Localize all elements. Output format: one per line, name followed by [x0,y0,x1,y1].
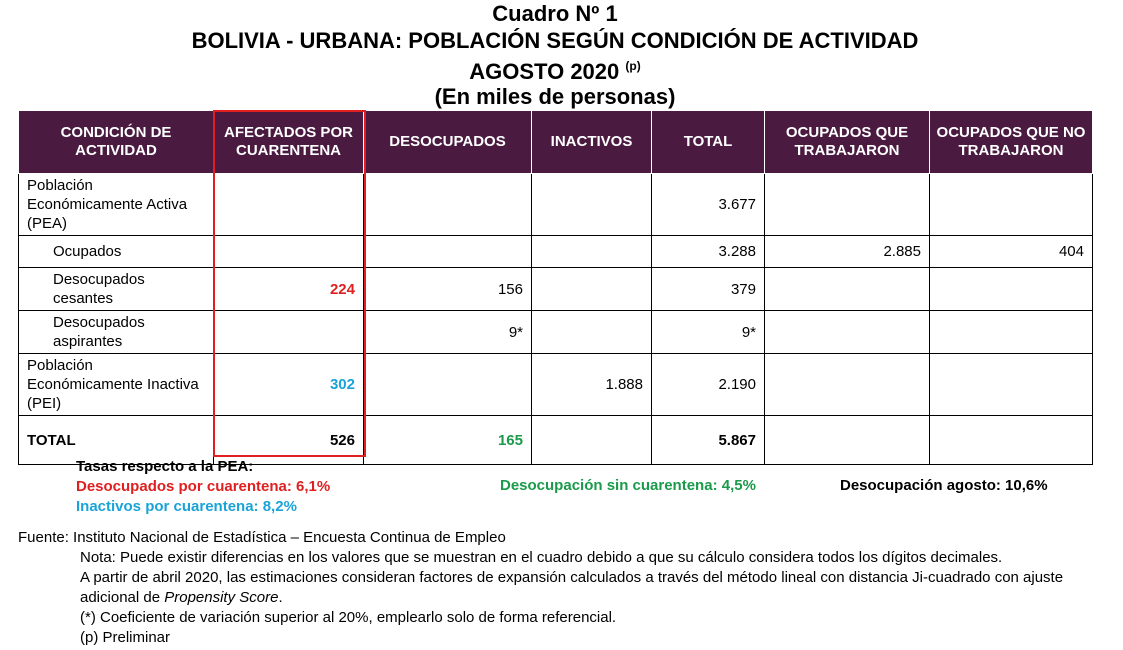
rate-desocupados-cuarentena: Desocupados por cuarentena: 6,1% [76,478,331,495]
cell-total: 3.677 [652,174,765,236]
cell-afectados [214,174,364,236]
header-inactivos: INACTIVOS [532,111,652,174]
cell-ocupados-trabajaron [765,354,930,416]
rate-inactivos-cuarentena: Inactivos por cuarentena: 8,2% [76,498,297,515]
cell-ocupados-no-trabajaron: 404 [930,236,1093,268]
header-condicion: CONDICIÓN DE ACTIVIDAD [19,111,214,174]
cell-ocupados-no-trabajaron [930,416,1093,465]
note-variation: (*) Coeficiente de variación superior al 20%, emplearlo solo de forma referencial. [80,609,617,626]
note-preliminary: (p) Preliminar [80,629,171,646]
cell-total: 9* [652,311,765,354]
header-ocupados-no-trabajaron: OCUPADOS QUE NO TRABAJARON [930,111,1093,174]
rates-heading: Tasas respecto a la PEA: [76,458,254,475]
cell-inactivos: 1.888 [532,354,652,416]
table-header-row [19,111,1093,174]
cell-ocupados-trabajaron [765,311,930,354]
row-label: Desocupados cesantes [19,268,214,311]
table-period [0,54,1110,84]
table-units: (En miles de personas) [434,84,676,109]
header-afectados: AFECTADOS POR CUARENTENA [214,111,364,174]
cell-desocupados [364,236,532,268]
row-label: Desocupados aspirantes [19,311,214,354]
table-row [19,174,1093,236]
header-ocupados-trabajaron: OCUPADOS QUE TRABAJARON [765,111,930,174]
period-text: AGOSTO 2020 [469,59,620,84]
title-block [0,0,1110,110]
cell-ocupados-no-trabajaron [930,174,1093,236]
cell-total: 5.867 [652,416,765,465]
header-total: TOTAL [652,111,765,174]
cell-ocupados-trabajaron [765,268,930,311]
cell-afectados [214,236,364,268]
header-desocupados: DESOCUPADOS [364,111,532,174]
cell-desocupados: 156 [364,268,532,311]
table-row [19,268,1093,311]
source-line: Fuente: Instituto Nacional de Estadística – Encuesta Continua de Empleo [18,529,506,546]
cell-inactivos [532,174,652,236]
cell-inactivos [532,416,652,465]
cell-ocupados-no-trabajaron [930,354,1093,416]
note-propensity: Propensity Score [164,589,279,606]
cell-total: 3.288 [652,236,765,268]
rates-block [76,457,330,517]
table-number: Cuadro Nº 1 [492,1,618,26]
cell-ocupados-trabajaron: 2.885 [765,236,930,268]
cell-inactivos [532,268,652,311]
cell-total: 2.190 [652,354,765,416]
cell-afectados: 526 [214,416,364,465]
rate-desocupacion-sin-cuarentena: Desocupación sin cuarentena: 4,5% [500,477,756,494]
row-label: Ocupados [19,236,214,268]
preliminary-mark: (p) [625,59,641,73]
notes-block [80,548,1120,648]
cell-ocupados-no-trabajaron [930,268,1093,311]
table-row [19,236,1093,268]
cell-desocupados [364,174,532,236]
cell-desocupados: 9* [364,311,532,354]
cell-afectados: 302 [214,354,364,416]
note-expansion [80,568,1120,608]
cell-desocupados: 165 [364,416,532,465]
cell-inactivos [532,236,652,268]
cell-afectados [214,311,364,354]
table-row [19,354,1093,416]
table-row [19,311,1093,354]
cell-inactivos [532,311,652,354]
note-decimals: Nota: Puede existir diferencias en los valores que se muestran en el cuadro debido a que su cálculo considera todos los dígitos decimales. [80,549,1003,566]
note-expansion-text: A partir de abril 2020, las estimaciones consideran factores de expansión calculados a través del método lineal con distancia Ji-cuadrado con ajuste adicional de [80,569,1064,606]
cell-afectados: 224 [214,268,364,311]
cell-ocupados-no-trabajaron [930,311,1093,354]
rate-desocupacion-agosto: Desocupación agosto: 10,6% [840,477,1048,494]
table-title: BOLIVIA - URBANA: POBLACIÓN SEGÚN CONDICIÓN DE ACTIVIDAD [191,28,919,53]
cell-ocupados-trabajaron [765,174,930,236]
row-label: Población Económicamente Activa (PEA) [19,174,214,236]
population-table [18,110,1093,465]
row-label: Población Económicamente Inactiva (PEI) [19,354,214,416]
row-label: TOTAL [19,416,214,465]
cell-total: 379 [652,268,765,311]
cell-ocupados-trabajaron [765,416,930,465]
cell-desocupados [364,354,532,416]
note-expansion-end: . [278,589,283,606]
